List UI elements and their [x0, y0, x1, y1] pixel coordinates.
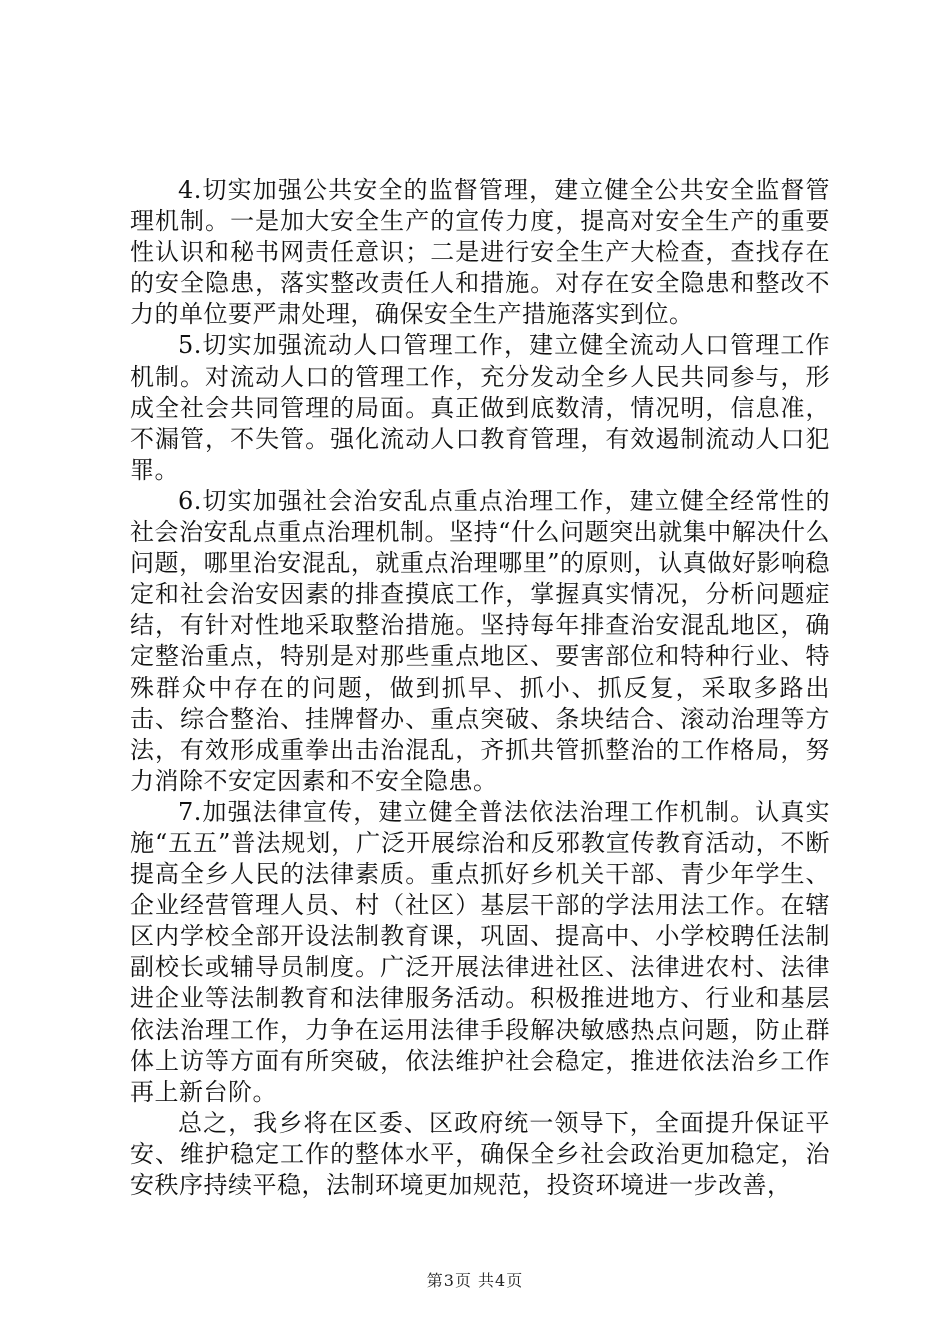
paragraph-item-6: 6.切实加强社会治安乱点重点治理工作，建立健全经常性的社会治安乱点重点治理机制。坚持“什么问题突出就集中解决什么问题，哪里治安混乱，就重点治理哪里”的原则，认真做好影响稳定和社会治安因素的排查摸底工作，掌握真实情况，分析问题症结，有针对性地采取整治措施。坚持每年排查治安混乱地区，确定整治重点，特别是对那些重点地区、要害部位和特种行业、特殊群众中存在的问题，做到抓早、抓小、抓反复，采取多路出击、综合整治、挂牌督办、重点突破、条块结合、滚动治理等方法，有效形成重拳出击治混乱，齐抓共管抓整治的工作格局，努力消除不安定因素和不安全隐患。 [130, 486, 830, 795]
paragraph-item-7: 7.加强法律宣传，建立健全普法依法治理工作机制。认真实施“五五”普法规划，广泛开展综治和反邪教宣传教育活动，不断提高全乡人民的法律素质。重点抓好乡机关干部、青少年学生、企业经营管理人员、村（社区）基层干部的学法用法工作。在辖区内学校全部开设法制教育课，巩固、提高中、小学校聘任法制副校长或辅导员制度。广泛开展法律进社区、法律进农村、法律进企业等法制教育和法律服务活动。积极推进地方、行业和基层依法治理工作，力争在运用法律手段解决敏感热点问题，防止群体上访等方面有所突破，依法维护社会稳定，推进依法治乡工作再上新台阶。 [130, 797, 830, 1106]
page-number-footer: 第3页 共4页 [426, 1271, 524, 1290]
paragraph-item-5: 5.切实加强流动人口管理工作，建立健全流动人口管理工作机制。对流动人口的管理工作，充分发动全乡人民共同参与，形成全社会共同管理的局面。真正做到底数清，情况明，信息准，不漏管，不失管。强化流动人口教育管理，有效遏制流动人口犯罪。 [130, 331, 830, 484]
document-body [130, 175, 830, 1201]
paragraph-item-4: 4.切实加强公共安全的监督管理，建立健全公共安全监督管理机制。一是加大安全生产的宣传力度，提高对安全生产的重要性认识和秘书网责任意识；二是进行安全生产大检查，查找存在的安全隐患，落实整改责任人和措施。对存在安全隐患和整改不力的单位要严肃处理，确保安全生产措施落实到位。 [130, 176, 830, 329]
paragraph-summary: 总之，我乡将在区委、区政府统一领导下，全面提升保证平安、维护稳定工作的整体水平，确保全乡社会政治更加稳定，治安秩序持续平稳，法制环境更加规范，投资环境进一步改善， [130, 1108, 830, 1199]
